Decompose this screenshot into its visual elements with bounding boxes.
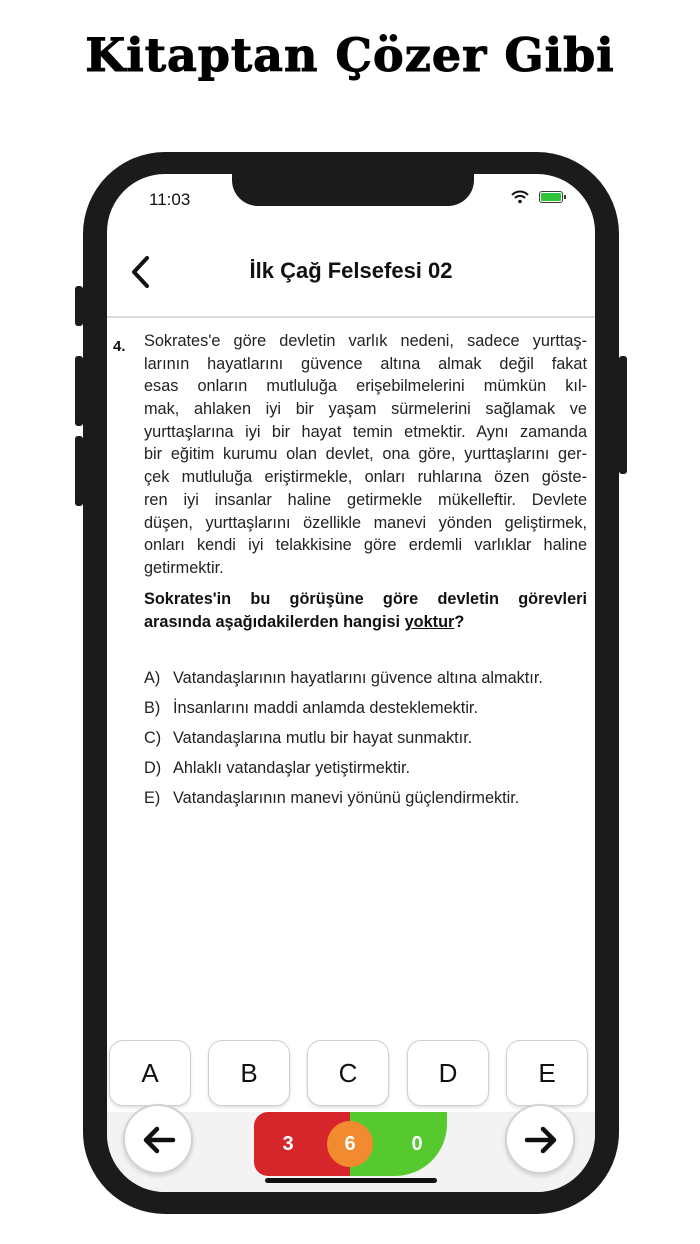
question-prompt-text: arasında aşağıdakilerden hangisi bbox=[144, 612, 405, 631]
answer-button-e[interactable]: E bbox=[506, 1040, 588, 1106]
answer-button-b[interactable]: B bbox=[208, 1040, 290, 1106]
option-key: D) bbox=[144, 759, 162, 777]
question-prompt-line: Sokrates'in bu görüşüne göre devletin görevleri bbox=[144, 590, 587, 608]
question-line: mak, ahlaken iyi bir yaşam sürmelerini sağlamak ve bbox=[144, 400, 587, 419]
option-item bbox=[144, 753, 594, 783]
option-item bbox=[144, 663, 594, 693]
option-text: Vatandaşlarının manevi yönünü güçlendirmektir. bbox=[173, 789, 520, 807]
score-indicator bbox=[254, 1112, 447, 1176]
question-line: bir eğitim kurumu olan devlet, ona göre, yurttaşlarını ger- bbox=[144, 445, 587, 464]
correct-count: 0 bbox=[411, 1133, 423, 1155]
question-number: 4. bbox=[113, 338, 126, 355]
question-prompt-underlined: yoktur bbox=[404, 612, 455, 631]
question-line: Sokrates'e göre devletin varlık nedeni, sadece yurttaş- bbox=[144, 332, 587, 350]
phone-side-button-volume-up bbox=[75, 356, 83, 426]
option-text: İnsanlarını maddi anlamda desteklemektir. bbox=[173, 699, 478, 717]
question-prompt-end: ? bbox=[454, 612, 465, 631]
option-list bbox=[144, 663, 594, 813]
option-text: Vatandaşlarının hayatlarını güvence altına almaktır. bbox=[173, 669, 543, 687]
question-line: onları kendi iyi telakkisine göre erdemli varlıklar haline bbox=[144, 536, 587, 555]
question-prompt-line bbox=[144, 611, 587, 634]
option-item bbox=[144, 693, 594, 723]
promo-headline: Kitaptan Çözer Gibi bbox=[85, 28, 615, 82]
question-line: yurttaşlarına iyi bir hayat temin etmektir. Aynı zamanda bbox=[144, 422, 587, 441]
phone-frame bbox=[83, 152, 619, 1214]
answer-button-c[interactable]: C bbox=[307, 1040, 389, 1106]
answer-buttons bbox=[107, 1040, 595, 1108]
answer-button-a[interactable]: A bbox=[109, 1040, 191, 1106]
wifi-icon bbox=[511, 190, 529, 204]
question-line: ren iyi insanlar haline getirmekle mükelleftir. Devlete bbox=[144, 490, 587, 509]
option-key: A) bbox=[144, 669, 161, 687]
question-line: getirmektir. bbox=[144, 558, 224, 577]
question-prompt bbox=[144, 588, 587, 633]
question-line: çek mutluluğa eriştirmekle, onları ruhlarına özen göste- bbox=[144, 468, 587, 487]
option-item bbox=[144, 723, 594, 753]
page-title: İlk Çağ Felsefesi 02 bbox=[249, 258, 453, 283]
previous-question-button[interactable] bbox=[123, 1104, 193, 1174]
battery-charging-icon bbox=[539, 191, 563, 203]
status-time: 11:03 bbox=[149, 190, 191, 209]
status-icons bbox=[511, 190, 563, 204]
phone-side-button-volume-down bbox=[75, 436, 83, 506]
option-key: B) bbox=[144, 699, 161, 717]
question-image bbox=[107, 318, 595, 1018]
wrong-count: 3 bbox=[282, 1133, 294, 1155]
phone-side-button-power bbox=[619, 356, 627, 474]
question-line: düşen, yurttaşlarını özellikle manevi yönden geliştirmek, bbox=[144, 513, 587, 532]
phone-side-button-silent bbox=[75, 286, 83, 326]
question-line: esas onların mutluluğa erişebilmelerini mümkün kıl- bbox=[144, 377, 587, 396]
option-key: E) bbox=[144, 789, 161, 807]
option-item bbox=[144, 783, 594, 813]
home-indicator[interactable] bbox=[265, 1178, 437, 1183]
option-key: C) bbox=[144, 729, 162, 747]
option-text: Vatandaşlarına mutlu bir hayat sunmaktır. bbox=[173, 729, 473, 747]
question-line: larının hayatlarını güvence altına almak değil fakat bbox=[144, 354, 587, 373]
option-text: Ahlaklı vatandaşlar yetiştirmektir. bbox=[173, 759, 411, 777]
question-text bbox=[144, 330, 587, 580]
answer-button-d[interactable]: D bbox=[407, 1040, 489, 1106]
arrow-right-icon bbox=[521, 1120, 561, 1160]
phone-screen bbox=[107, 174, 595, 1192]
current-question-number: 6 bbox=[327, 1121, 373, 1167]
notch bbox=[232, 174, 474, 206]
arrow-left-icon bbox=[139, 1120, 179, 1160]
next-question-button[interactable] bbox=[505, 1104, 575, 1174]
